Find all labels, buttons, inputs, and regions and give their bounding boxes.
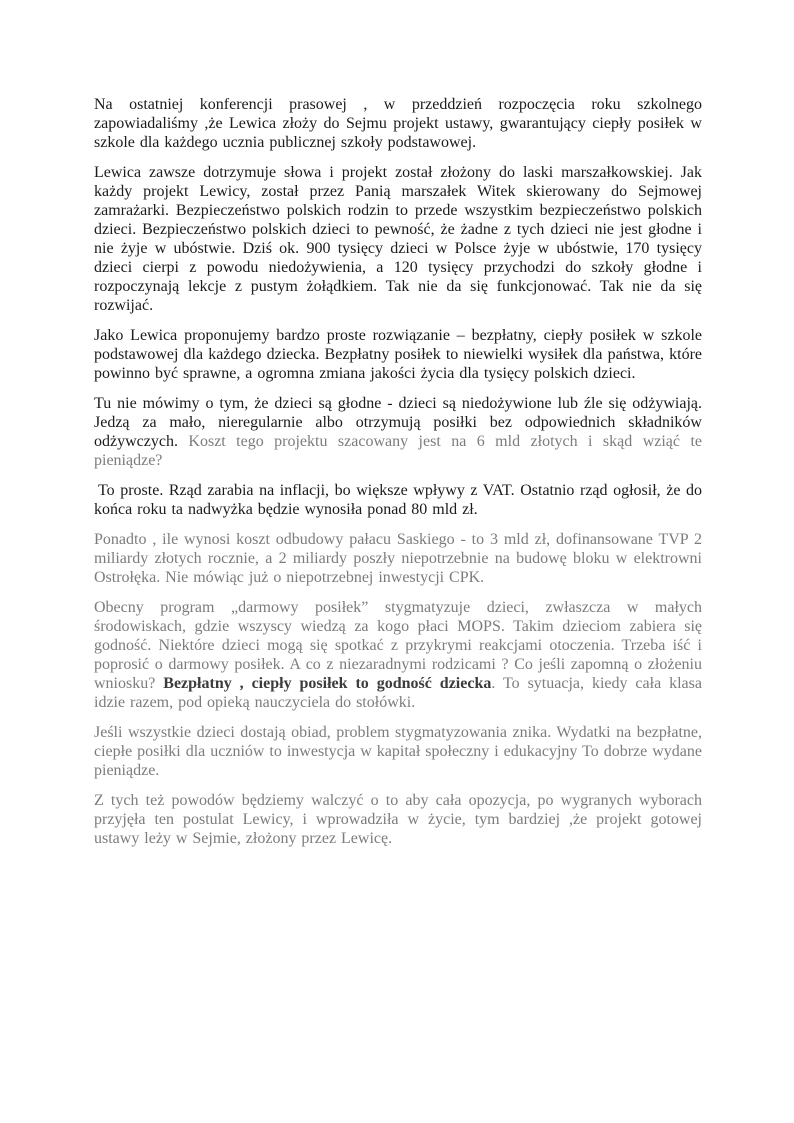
paragraph-text-muted: . To sytuacja, kiedy cała klasa idzie razem, pod opieką nauczyciela do stołówki. (94, 675, 702, 711)
paragraph-text-muted: Ponadto , ile wynosi koszt odbudowy pałacu Saskiego - to 3 mld zł, dofinansowane TVP 2 miliardy złotych rocznie, a 2 miliardy poszły niepotrzebnie na budowę bloku w elektrowni Ostrołęka. Nie mówiąc już o niepotrzebnej inwestycji CPK. (94, 531, 702, 586)
paragraph-costs-comparison (94, 530, 702, 587)
paragraph-lewica-project (94, 163, 702, 315)
paragraph-conclusion (94, 791, 702, 848)
paragraph-text-muted: Obecny program „darmowy posiłek” stygmatyzuje dzieci, zwłaszcza w małych środowiskach, gdzie wszyscy wiedzą za kogo płaci MOPS. Takim dzieciom zabiera się godność. Niektóre dzieci mogą się spotkać z przykrymi reakcjami otoczenia. Trzeba iść i poprosić o darmowy posiłek. A co z niezaradnymi rodzicami ? Co jeśli zapomną o złożeniu wniosku? (94, 599, 702, 692)
paragraph-text: Lewica zawsze dotrzymuje słowa i projekt został złożony do laski marszałkowskiej. Jak każdy projekt Lewicy, został przez Panią marszałek Witek skierowany do Sejmowej zamrażarki. Bezpieczeństwo polskich rodzin to przede wszystkim bezpieczeństwo polskich dzieci. Bezpieczeństwo polskich dzieci to pewność, że żadne z tych dzieci nie jest głodne i nie żyje w ubóstwie. Dziś ok. 900 tysięcy dzieci w Polsce żyje w ubóstwie, 170 tysięcy dzieci cierpi z powodu niedożywienia, a 120 tysięcy przychodzi do szkoły głodne i rozpoczynają lekcje z pustym żołądkiem. Tak nie da się funkcjonować. Tak nie da się rozwijać. (94, 164, 702, 314)
paragraph-malnutrition (94, 394, 702, 470)
paragraph-text-bold-emphasis: Bezpłatny , ciepły posiłek to godność dziecka (163, 675, 492, 692)
paragraph-proposal (94, 326, 702, 383)
paragraph-intro (94, 95, 702, 152)
paragraph-text-muted: Jeśli wszystkie dzieci dostają obiad, problem stygmatyzowania znika. Wydatki na bezpłatne, ciepłe posiłki dla uczniów to inwestycja w kapitał społeczny i edukacyjny To dobrze wydane pieniądze. (94, 724, 702, 779)
paragraph-text: Tu nie mówimy o tym, że dzieci są głodne - dzieci są niedożywione lub źle się odżywiają. Jedzą za mało, nieregularnie albo otrzymują posiłki bez odpowiednich składników odżywczych. (94, 395, 702, 450)
paragraph-text-muted: Z tych też powodów będziemy walczyć o to aby cała opozycja, po wygranych wyborach przyjęła ten postulat Lewicy, i wprowadziła w życie, tym bardziej ,że projekt gotowej ustawy leży w Sejmie, złożony przez Lewicę. (94, 792, 702, 847)
paragraph-text: Jako Lewica proponujemy bardzo proste rozwiązanie – bezpłatny, ciepły posiłek w szkole podstawowej dla każdego dziecka. Bezpłatny posiłek to niewielki wysiłek dla państwa, które powinno być sprawne, a ogromna zmiana jakości życia dla tysięcy polskich dzieci. (94, 327, 702, 382)
paragraph-investment (94, 723, 702, 780)
paragraph-stigmatization (94, 598, 702, 712)
paragraph-text-muted: Koszt tego projektu szacowany jest na 6 mld złotych i skąd wziąć te pieniądze? (94, 433, 702, 469)
paragraph-text: To proste. Rząd zarabia na inflacji, bo większe wpływy z VAT. Ostatnio rząd ogłosił, że do końca roku ta nadwyżka będzie wynosiła ponad 80 mld zł. (94, 482, 702, 518)
paragraph-vat-surplus (94, 481, 702, 519)
paragraph-text: Na ostatniej konferencji prasowej , w przeddzień rozpoczęcia roku szkolnego zapowiadaliśmy ,że Lewica złoży do Sejmu projekt ustawy, gwarantujący ciepły posiłek w szkole dla każdego ucznia publicznej szkoły podstawowej. (94, 96, 702, 151)
